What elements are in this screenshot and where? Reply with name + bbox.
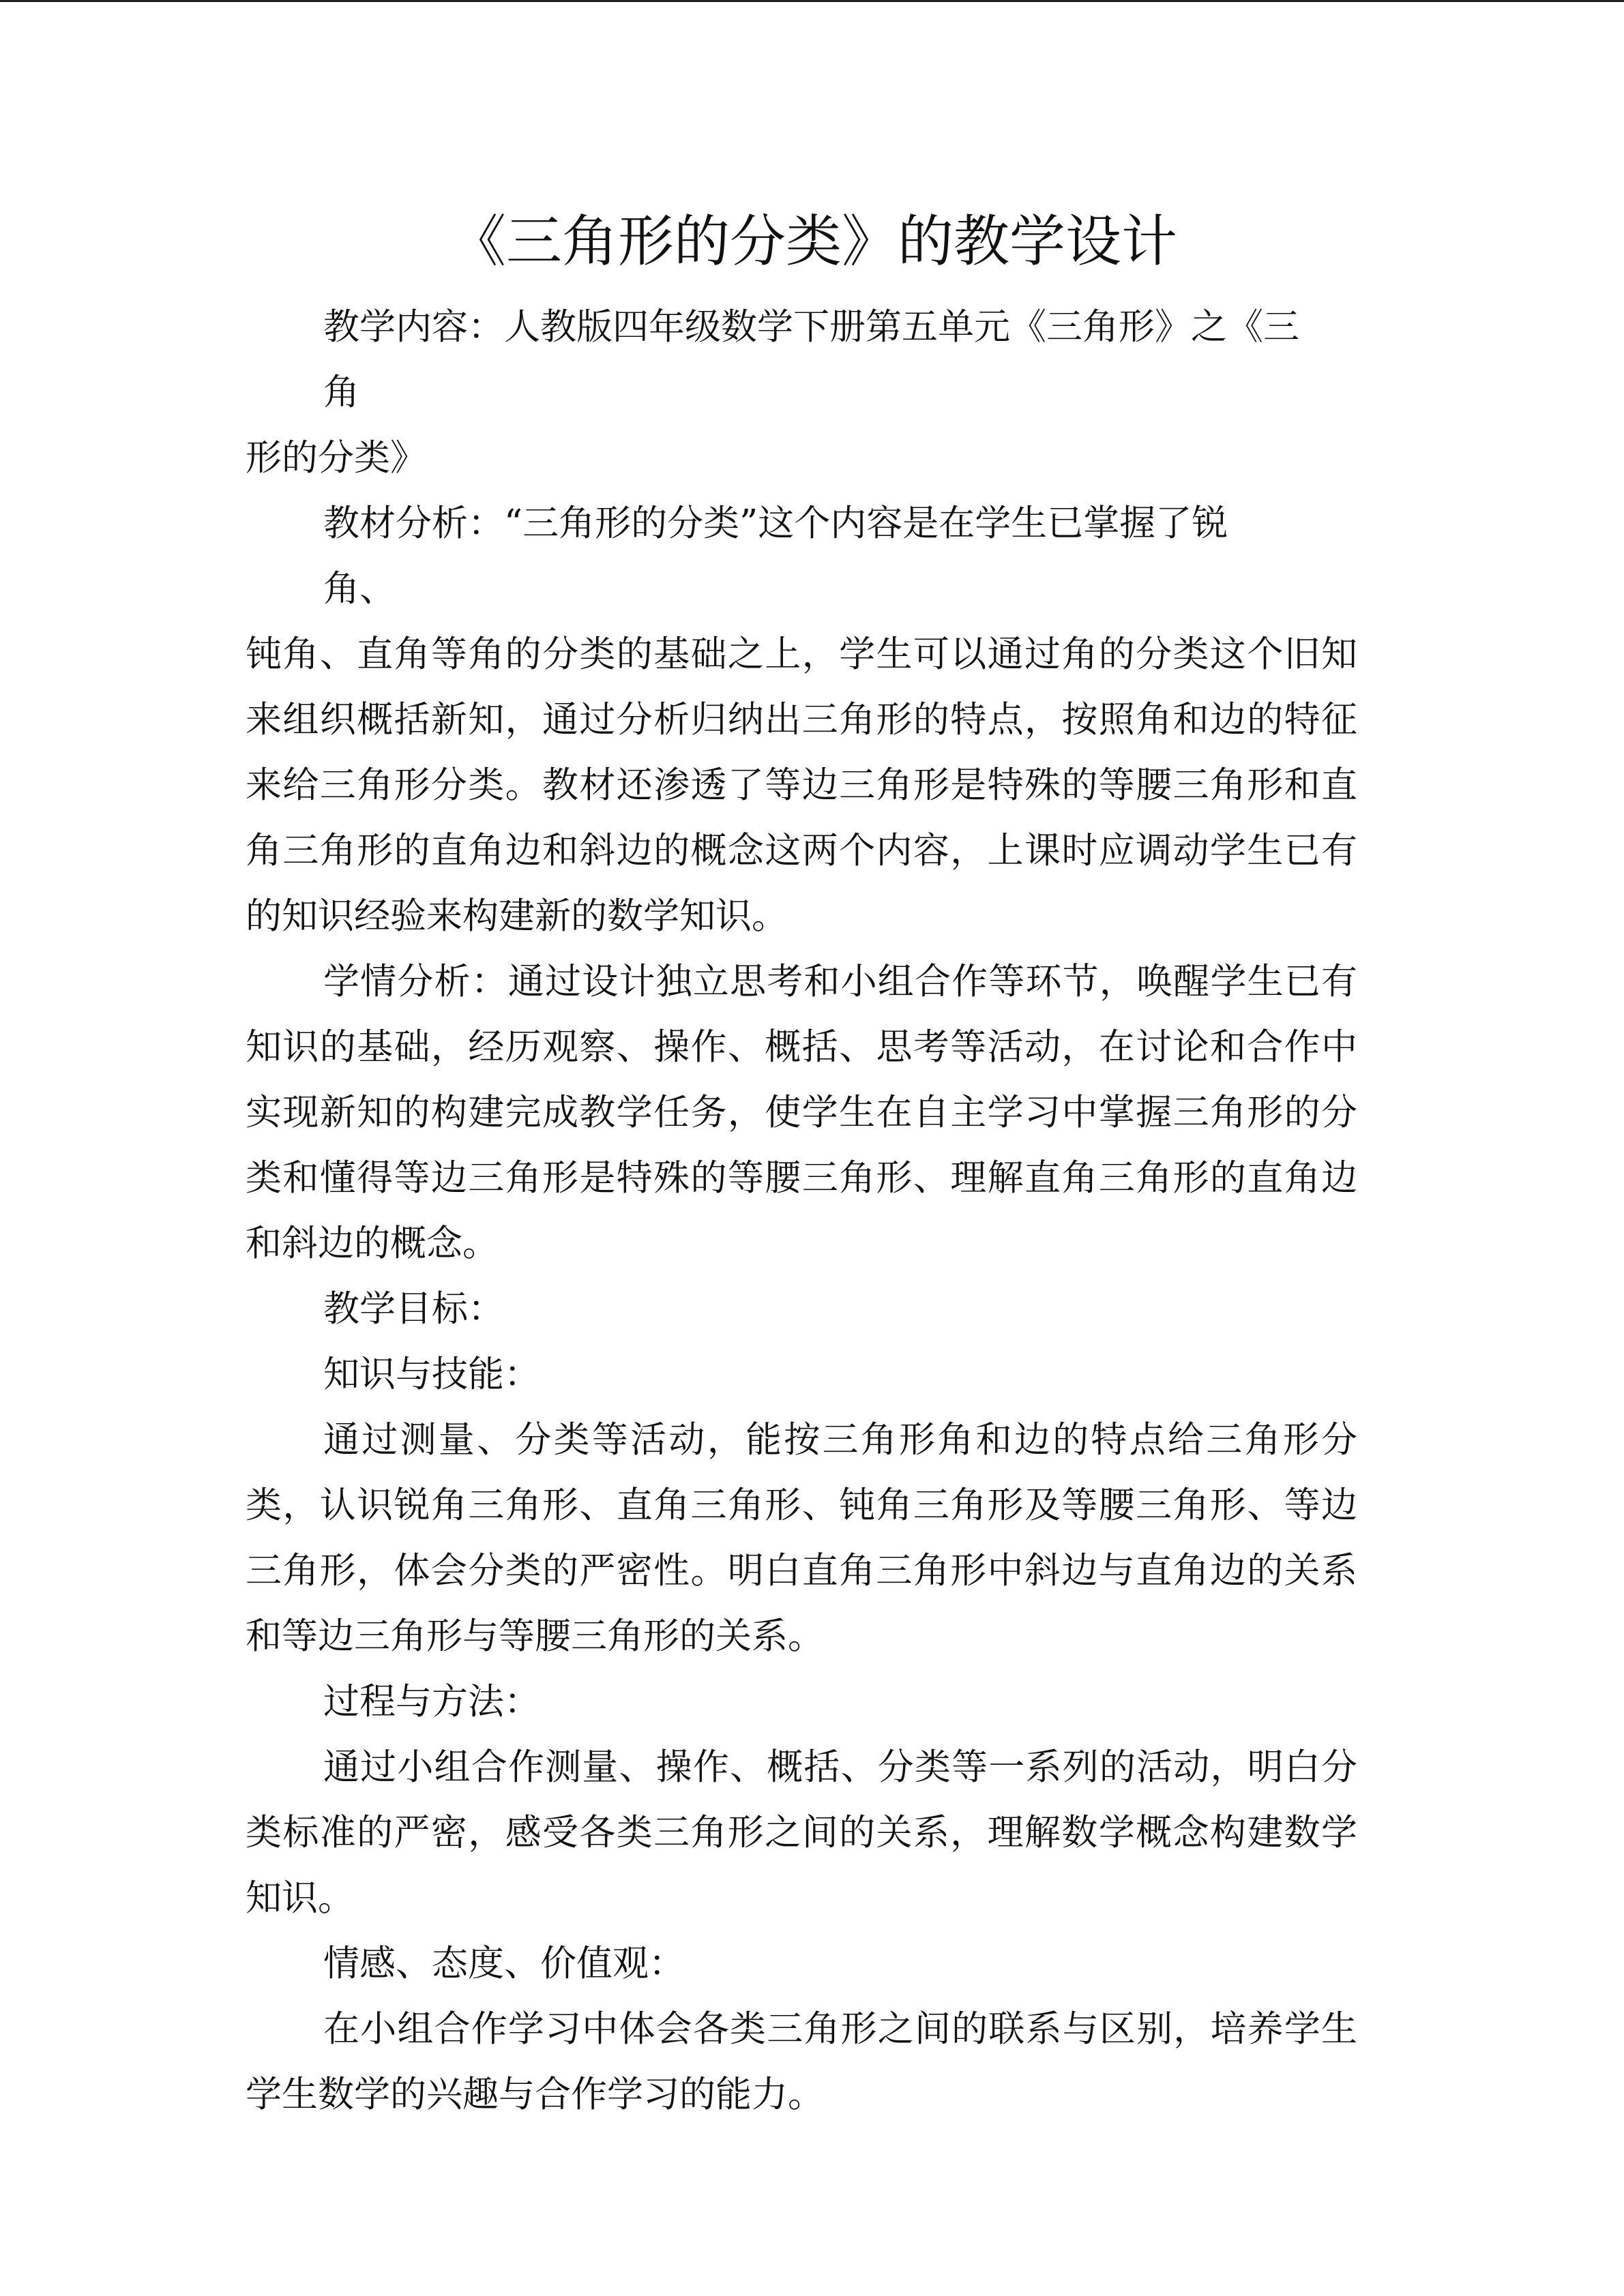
document-page xyxy=(246,198,1357,2128)
emotion-attitude-heading: 情感、态度、价值观： xyxy=(323,1943,685,1984)
knowledge-skills-body: 通过测量、分类等活动，能按三角形角和边的特点给三角形分类，认识锐角三角形、直角三角形、钝角三角形及等腰三角形、等边三角形，体会分类的严密性。明白直角三角形中斜边与直角边的关系和等边三角形与等腰三角形的关系。 xyxy=(246,1419,1357,1657)
teaching-content-line-1: 教学内容：人教版四年级数学下册第五单元《三角形》之《三 xyxy=(323,306,1299,348)
material-analysis-body: 钝角、直角等角的分类的基础之上，学生可以通过角的分类这个旧知来组织概括新知，通过分析归纳出三角形的特点，按照角和边的特征来给三角形分类。教材还渗透了等边三角形是特殊的等腰三角形和直角三角形的直角边和斜边的概念这两个内容，上课时应调动学生已有的知识经验来构建新的数学知识。 xyxy=(246,633,1357,937)
teaching-goals-heading: 教学目标： xyxy=(323,1288,504,1330)
material-analysis-line-2: 角、 xyxy=(323,568,396,610)
process-method-body: 通过小组合作测量、操作、概括、分类等一系列的活动，明白分类标准的严密，感受各类三角形之间的关系，理解数学概念构建数学知识。 xyxy=(246,1746,1357,1919)
student-analysis: 学情分析：通过设计独立思考和小组合作等环节，唤醒学生已有知识的基础，经历观察、操作、概括、思考等活动，在讨论和合作中实现新知的构建完成教学任务，使学生在自主学习中掌握三角形的分类和懂得等边三角形是特殊的等腰三角形、理解直角三角形的直角边和斜边的概念。 xyxy=(246,961,1357,1264)
page-top-border xyxy=(0,0,1624,2)
teaching-content-line-2: 角 xyxy=(323,372,359,413)
teaching-content-line-3: 形的分类》 xyxy=(246,437,426,479)
emotion-attitude-body: 在小组合作学习中体会各类三角形之间的联系与区别，培养学生学生数学的兴趣与合作学习的能力。 xyxy=(246,2008,1357,2115)
material-analysis-line-1: 教材分析：“三角形的分类”这个内容是在学生已掌握了锐 xyxy=(323,503,1228,544)
document-title: 《三角形的分类》的教学设计 xyxy=(450,209,1178,274)
knowledge-skills-heading: 知识与技能： xyxy=(323,1354,540,1395)
process-method-heading: 过程与方法： xyxy=(323,1681,540,1723)
